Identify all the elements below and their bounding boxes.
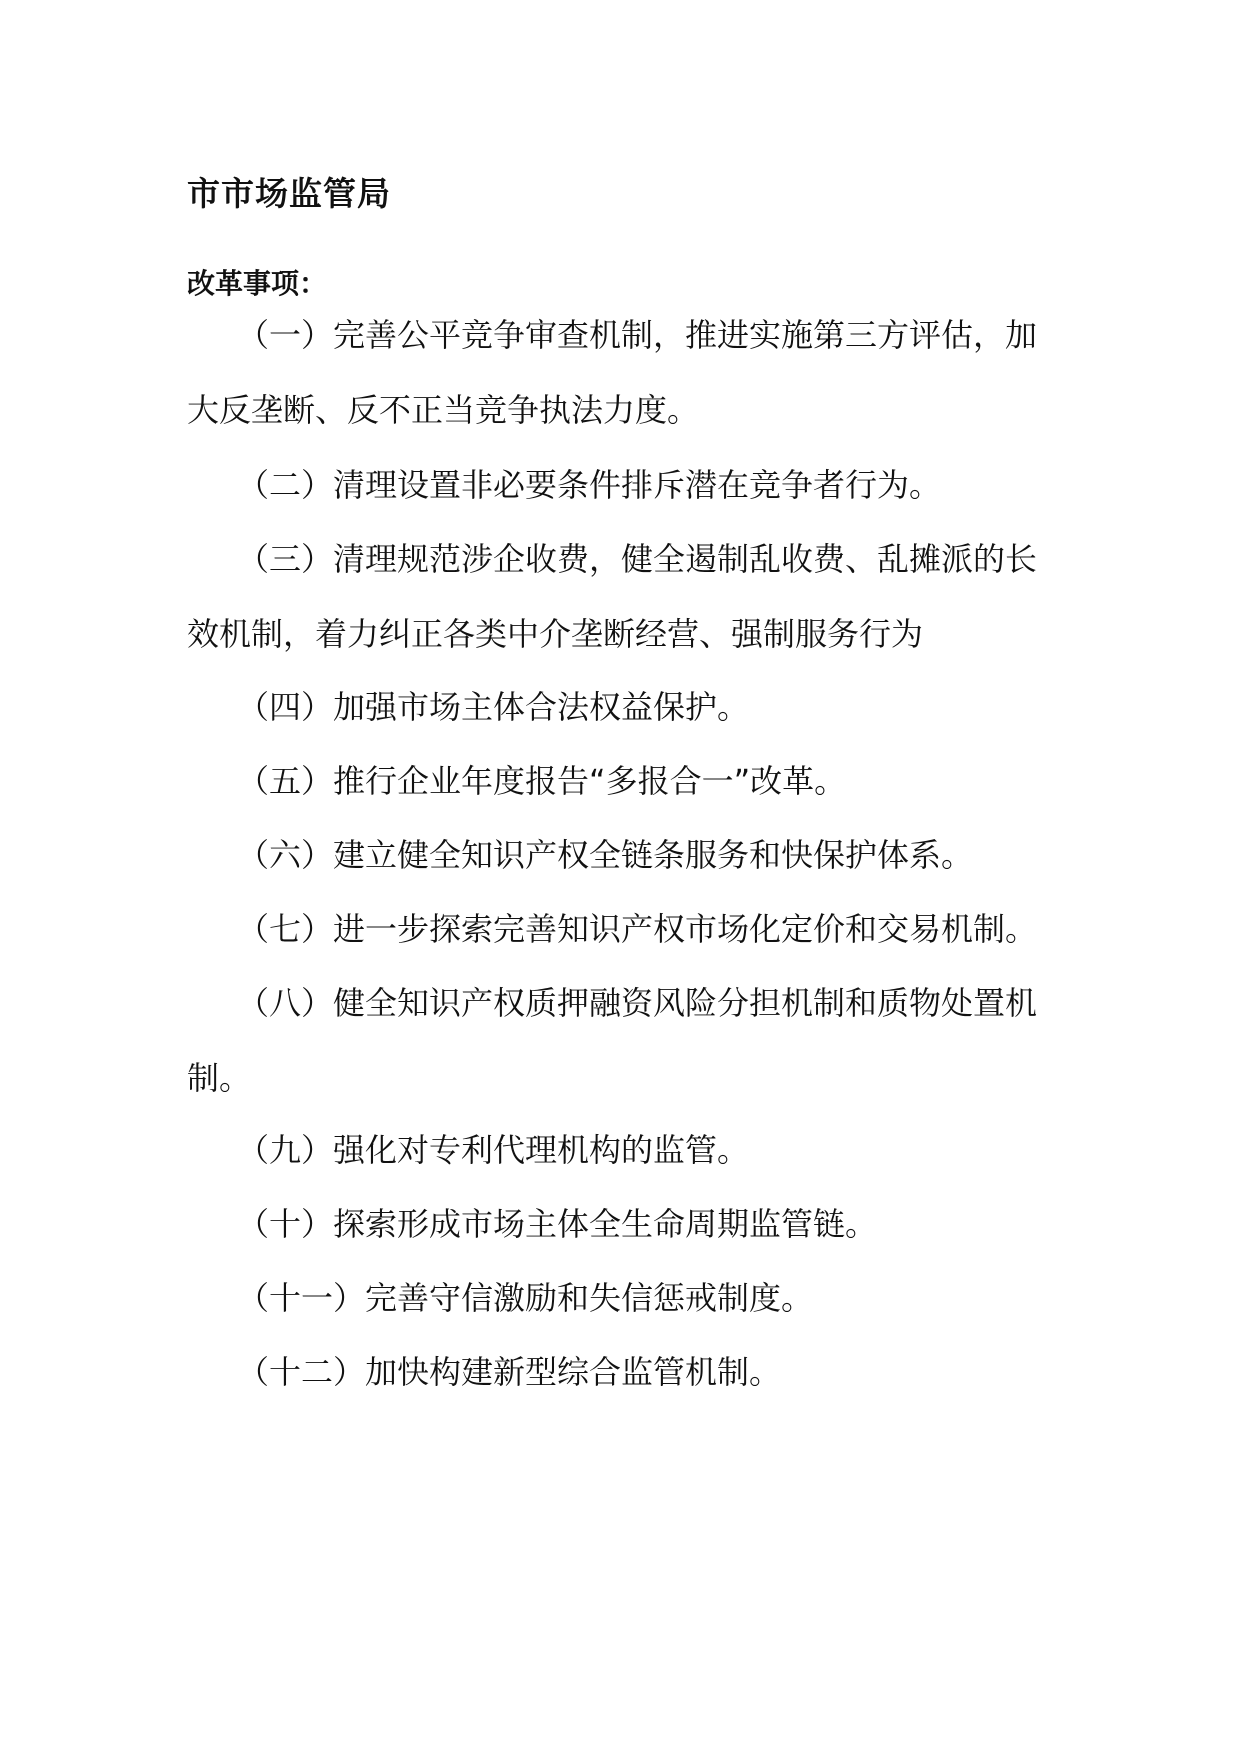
reform-item-4: （四）加强市场主体合法权益保护。: [237, 688, 750, 726]
reform-item-1: （一）完善公平竞争审查机制，推进实施第三方评估，加大反垄断、反不正当竞争执法力度。: [187, 316, 1038, 429]
document-title: 市市场监管局: [187, 174, 391, 213]
reform-item-12: （十二）加快构建新型综合监管机制。: [237, 1353, 782, 1391]
reform-item-11: （十一）完善守信激励和失信惩戒制度。: [237, 1279, 814, 1317]
section-label: 改革事项：: [187, 267, 328, 300]
reform-item-9: （九）强化对专利代理机构的监管。: [237, 1131, 750, 1169]
reform-item-2: （二）清理设置非必要条件排斥潜在竞争者行为。: [237, 466, 942, 504]
reform-item-7: （七）进一步探索完善知识产权市场化定价和交易机制。: [237, 910, 1038, 948]
reform-item-10: （十）探索形成市场主体全生命周期监管链。: [237, 1205, 878, 1243]
reform-item-3: （三）清理规范涉企收费，健全遏制乱收费、乱摊派的长效机制，着力纠正各类中介垄断经营、强制服务行为: [187, 540, 1038, 653]
reform-item-5: （五）推行企业年度报告“多报合一”改革。: [237, 762, 847, 800]
reform-item-6: （六）建立健全知识产权全链条服务和快保护体系。: [237, 836, 974, 874]
reform-item-8: （八）健全知识产权质押融资风险分担机制和质物处置机制。: [187, 984, 1038, 1097]
